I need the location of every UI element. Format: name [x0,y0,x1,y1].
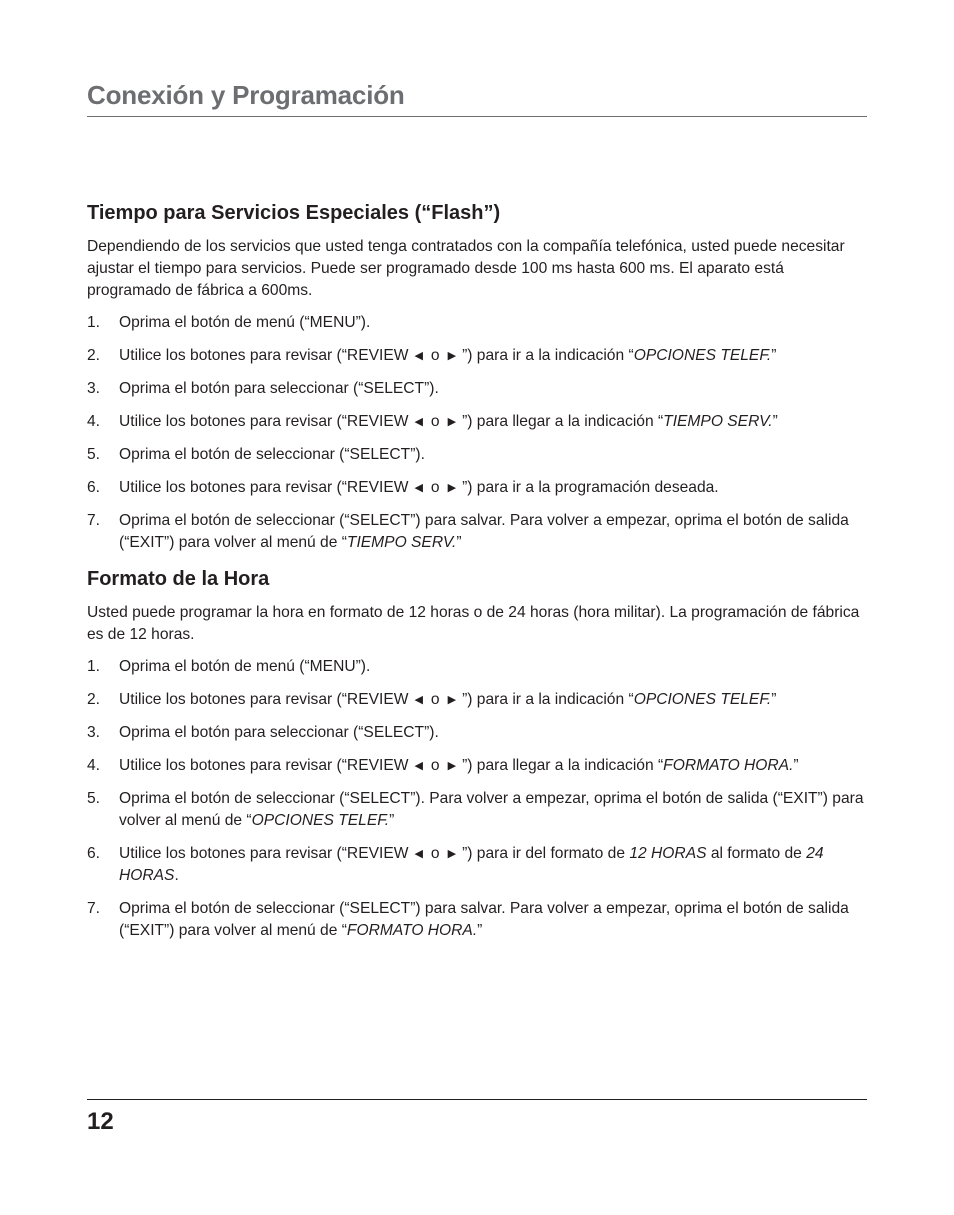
step-number: 2. [87,691,101,708]
step-display-text: OPCIONES TELEF. [633,347,772,364]
list-item [87,656,867,678]
step-text: Oprima el botón para seleccionar (“SELECT”). [119,724,439,741]
step-text: Utilice los botones para revisar (“REVIEW [119,479,409,496]
step-number: 4. [87,757,101,774]
step-text-or: o [430,413,440,430]
main-content [87,199,867,953]
step-text: ” [771,691,777,708]
list-item [87,411,867,433]
step-text: ”) para llegar a la indicación “ [462,413,664,430]
step-display-text: FORMATO HORA. [346,922,478,939]
section-title-time-format: Formato de la Hora [87,568,270,590]
section-title-flash: Tiempo para Servicios Especiales (“Flash”) [87,202,501,224]
list-item [87,898,867,942]
step-display-text: TIEMPO SERV. [346,534,457,551]
step-text: Oprima el botón de seleccionar (“SELECT”). Para volver a empezar, oprima el botón de salida (“EXIT”) para volver al menú de “ [119,790,864,829]
right-triangle-icon: ▶ [447,350,457,362]
step-text: ” [389,812,395,829]
step-display-text: TIEMPO SERV. [663,413,773,430]
header-divider [87,116,867,117]
step-number: 3. [87,724,101,741]
step-text-or: o [430,845,440,862]
step-number: 5. [87,446,101,463]
right-triangle-icon: ▶ [447,482,457,494]
step-text: Oprima el botón de seleccionar (“SELECT”) para salvar. Para volver a empezar, oprima el botón de salida (“EXIT”) para volver al menú de “ [119,512,849,551]
list-item [87,843,867,887]
section-intro-flash: Dependiendo de los servicios que usted tenga contratados con la compañía telefónica, usted puede necesitar ajustar el tiempo para servicios. Puede ser programado desde 100 ms hasta 600 ms. El aparato está programado de fábrica a 600ms. [87,238,845,299]
list-item [87,722,867,744]
step-display-text: OPCIONES TELEF. [251,812,390,829]
step-text-or: o [430,691,440,708]
step-text: Oprima el botón de seleccionar (“SELECT”) para salvar. Para volver a empezar, oprima el botón de salida (“EXIT”) para volver al menú de “ [119,900,849,939]
step-display-text: FORMATO HORA. [663,757,794,774]
step-text-or: o [430,757,440,774]
step-text: Oprima el botón de menú (“MENU”). [119,314,371,331]
list-item [87,378,867,400]
step-number: 7. [87,900,101,917]
step-text: ” [793,757,799,774]
step-text: Oprima el botón para seleccionar (“SELECT”). [119,380,439,397]
steps-list-time-format [87,656,867,942]
step-number: 6. [87,479,101,496]
step-text: al formato de [706,845,807,862]
step-text-or: o [430,347,440,364]
step-number: 7. [87,512,101,529]
left-triangle-icon: ◀ [414,350,423,362]
step-text: Utilice los botones para revisar (“REVIEW [119,347,409,364]
right-triangle-icon: ▶ [447,760,457,772]
step-text: Utilice los botones para revisar (“REVIEW [119,691,409,708]
step-number: 6. [87,845,101,862]
left-triangle-icon: ◀ [414,694,423,706]
step-display-text: 12 HORAS [629,845,707,862]
step-text-or: o [430,479,440,496]
page-title: Conexión y Programación [87,80,405,110]
list-item [87,689,867,711]
step-text: ” [772,413,778,430]
left-triangle-icon: ◀ [414,848,423,860]
left-triangle-icon: ◀ [414,760,423,772]
step-number: 1. [87,658,101,675]
list-item [87,477,867,499]
left-triangle-icon: ◀ [414,416,423,428]
step-text: . [174,867,179,884]
right-triangle-icon: ▶ [447,694,457,706]
step-text: ”) para ir a la programación deseada. [462,479,719,496]
right-triangle-icon: ▶ [447,416,457,428]
list-item [87,755,867,777]
step-display-text: 24 HORAS [119,845,824,884]
step-text: Utilice los botones para revisar (“REVIEW [119,413,409,430]
step-text: Oprima el botón de seleccionar (“SELECT”). [119,446,425,463]
step-text: ”) para ir a la indicación “ [462,691,634,708]
steps-list-flash [87,312,867,554]
step-number: 4. [87,413,101,430]
section-intro-time-format: Usted puede programar la hora en formato de 12 horas o de 24 horas (hora militar). La programación de fábrica es de 12 horas. [87,604,860,643]
step-text: ”) para ir del formato de [462,845,630,862]
list-item [87,345,867,367]
step-text: ”) para llegar a la indicación “ [462,757,664,774]
footer-divider [87,1099,867,1100]
step-number: 2. [87,347,101,364]
list-item [87,444,867,466]
step-text: ”) para ir a la indicación “ [462,347,634,364]
step-number: 1. [87,314,101,331]
right-triangle-icon: ▶ [447,848,457,860]
step-number: 3. [87,380,101,397]
step-text: Oprima el botón de menú (“MENU”). [119,658,371,675]
step-display-text: OPCIONES TELEF. [633,691,772,708]
page-number: 12 [87,1108,114,1135]
list-item [87,510,867,554]
left-triangle-icon: ◀ [414,482,423,494]
step-text: Utilice los botones para revisar (“REVIEW [119,845,409,862]
step-text: ” [477,922,483,939]
step-text: ” [771,347,777,364]
list-item [87,312,867,334]
step-text: Utilice los botones para revisar (“REVIEW [119,757,409,774]
step-text: ” [456,534,462,551]
step-number: 5. [87,790,101,807]
list-item [87,788,867,832]
